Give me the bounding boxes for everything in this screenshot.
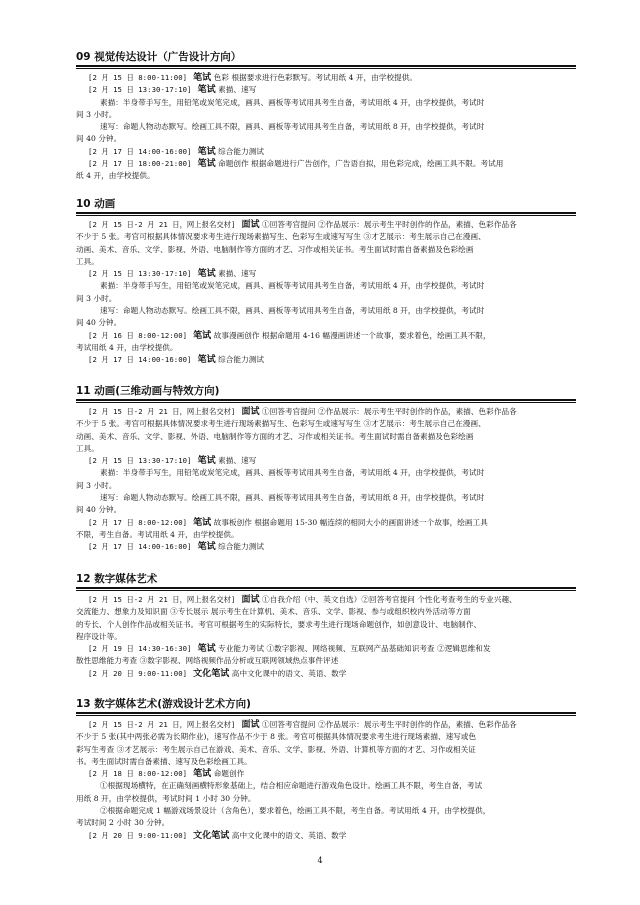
section-title: 09 视觉传达设计（广告设计方向） — [76, 51, 242, 63]
schedule-line: [2 月 15 日 8:00-11:00] 笔试 色彩 根据要求进行色彩默写。考试用纸 4 开，由学校提供。 — [88, 73, 418, 83]
detail-line: 交流能力、想象力及知识面 ③专长展示 展示考生在计算机、美术、音乐、文学、影视、参与或组织校内外活动等方面 — [76, 607, 471, 617]
detail-line: 考试时间 2 小时 30 分钟。 — [76, 818, 170, 828]
schedule-line: [2 月 17 日 14:00-16:00] 笔试 综合能力测试 — [88, 542, 265, 553]
detail-line: 间 3 小时。 — [76, 293, 117, 303]
title-rule — [76, 65, 576, 67]
title-rule — [76, 587, 576, 589]
section-title: 10 动画 — [76, 198, 116, 210]
schedule-line: [2 月 15 日-2 月 21 日，网上报名交材] 面试 ①回答考官提问 ②作品展示：展示考生平时创作的作品，素描、色彩作品各 — [88, 407, 517, 417]
detail-line: 纸 4 开，由学校提供。 — [76, 171, 155, 181]
schedule-line: [2 月 20 日 9:00-11:00] 文化笔试 高中文化课中的语文、英语、数学 — [88, 830, 347, 841]
schedule-line: [2 月 15 日-2 月 21 日，网上报名交材] 面试 ①回答考官提问 ②作品展示：展示考生平时创作的作品，素描、色彩作品各 — [88, 720, 517, 730]
section-title: 12 数字媒体艺术 — [76, 573, 158, 585]
detail-line: 的专长、个人创作作品或相关证书。考官可根据考生的实际特长，要求考生进行现场命题创作，如创意设计、电脑制作、 — [76, 619, 482, 629]
section-title: 11 动画(三维动画与特效方向) — [76, 385, 220, 397]
detail-line: 彩写生考查 ③才艺展示：考生展示自己在游戏、美术、音乐、文学、影视、外语、计算机等方面的才艺、习作或相关证 — [76, 744, 476, 754]
detail-line: 动画、美术、音乐、文学、影视、外语、电脑制作等方面的才艺、习作或相关证书。考生面试时需自备素描及色彩绘画 — [76, 431, 474, 441]
section-11 — [76, 384, 576, 554]
detail-line: 速写：命题人物动态默写。绘画工具不限，画具、画板等考试用具考生自备，考试用纸 8 开，由学校提供，考试时 — [100, 306, 485, 316]
detail-line: 素描：半身带手写生，用铅笔或炭笔完成，画具、画板等考试用具考生自备，考试用纸 4 开，由学校提供，考试时 — [100, 97, 485, 107]
detail-line: 间 40 分钟。 — [76, 134, 122, 144]
title-rule — [76, 590, 576, 591]
schedule-line: [2 月 17 日 18:00-21:00] 笔试 命题创作 根据命题进行广告创作，广告语自拟，用色彩完成，绘画工具不限。考试用 — [88, 159, 504, 170]
detail-line: 间 3 小时。 — [76, 480, 117, 490]
schedule-line: [2 月 15 日-2 月 21 日，网上报名交材] 面试 ①回答考官提问 ②作品展示：展示考生平时创作的作品，素描、色彩作品各 — [88, 220, 517, 230]
detail-line: ①根据现场横特，在正确刻画横特形象基础上，结合相应命题进行游戏角色设计。绘画工具不限，考生自备，考试 — [100, 781, 483, 791]
schedule-line: [2 月 19 日 14:30-16:30] 笔试 专业能力考试 ①数字影视、网络视频、互联网产品基础知识考查 ②逻辑思维和发 — [88, 644, 491, 655]
detail-line: ②根据命题完成 1 幅游戏场景设计（含角色），要求着色，绘画工具不限，考生自备。考试用纸 4 开，由学校提供， — [100, 806, 491, 816]
schedule-line: [2 月 18 日 8:00-12:00] 笔试 命题创作 — [88, 769, 245, 780]
title-rule — [76, 715, 576, 716]
schedule-line: [2 月 16 日 8:00-12:00] 笔试 故事漫画创作 根据命题用 4-16 幅漫画讲述一个故事，要求着色，绘画工具不限， — [88, 330, 491, 341]
detail-line: 不少于 5 张。考官可根据具体情况要求考生进行现场素描写生、色彩写生或速写写生 ③才艺展示：考生展示自己在漫画、 — [76, 232, 486, 242]
section-13 — [76, 697, 576, 842]
schedule-line: [2 月 20 日 9:00-11:00] 文化笔试 高中文化课中的语文、英语、数学 — [88, 668, 347, 679]
title-rule — [76, 402, 576, 403]
schedule-line: [2 月 15 日 13:30-17:10] 笔试 素描、速写 — [88, 456, 257, 467]
detail-line: 动画、美术、音乐、文学、影视、外语、电脑制作等方面的才艺、习作或相关证书。考生面试时需自备素描及色彩绘画 — [76, 244, 474, 254]
title-rule — [76, 215, 576, 216]
title-rule — [76, 712, 576, 714]
detail-line: 间 40 分钟。 — [76, 505, 122, 515]
title-rule — [76, 68, 576, 69]
detail-line: 散性思维能力考查 ③数字影视、网络视频作品分析或互联网领域热点事件评述 — [76, 656, 339, 666]
section-title: 13 数字媒体艺术(游戏设计艺术方向) — [76, 698, 251, 710]
detail-line: 不少于 5 张(其中两张必需为长期作业)，速写作品不少于 8 张。考官可根据具体情况要求考生进行现场素描、速写或色 — [76, 732, 477, 742]
detail-line: 书。考生面试时需自备素描、速写及色彩绘画工具。 — [76, 756, 252, 766]
title-rule — [76, 399, 576, 401]
schedule-line: [2 月 15 日 13:30-17:10] 笔试 素描、速写 — [88, 85, 257, 96]
schedule-line: [2 月 15 日 13:30-17:10] 笔试 素描、速写 — [88, 269, 257, 280]
schedule-line: [2 月 17 日 14:00-16:00] 笔试 综合能力测试 — [88, 355, 265, 366]
detail-line: 间 3 小时。 — [76, 109, 117, 119]
detail-line: 工具。 — [76, 256, 99, 266]
detail-line: 素描：半身带手写生，用铅笔或炭笔完成，画具、画板等考试用具考生自备，考试用纸 4 开，由学校提供，考试时 — [100, 468, 485, 478]
detail-line: 用纸 8 开，由学校提供，考试时间 1 小时 30 分钟。 — [76, 793, 256, 803]
detail-line: 程序设计等。 — [76, 631, 122, 641]
schedule-line: [2 月 15 日-2 月 21 日，网上报名交材] 面试 ①自我介绍（中、英文自选）②回答考官提问 个性化考查考生的专业兴趣、 — [88, 595, 517, 605]
title-rule — [76, 212, 576, 214]
page-number: 4 — [317, 856, 323, 865]
detail-line: 不少于 5 张。考官可根据具体情况要求考生进行现场素描写生、色彩写生或速写写生 ③才艺展示：考生展示自己在漫画、 — [76, 419, 486, 429]
section-09 — [76, 50, 576, 183]
detail-line: 间 40 分钟。 — [76, 318, 122, 328]
detail-line: 速写：命题人物动态默写。绘画工具不限，画具、画板等考试用具考生自备，考试用纸 8 开，由学校提供，考试时 — [100, 493, 485, 503]
section-10 — [76, 197, 576, 367]
detail-line: 考试用纸 4 开，由学校提供。 — [76, 342, 178, 352]
section-12 — [76, 572, 576, 680]
detail-line: 素描：半身带手写生，用铅笔或炭笔完成，画具、画板等考试用具考生自备，考试用纸 4 开，由学校提供，考试时 — [100, 281, 485, 291]
detail-line: 工具。 — [76, 443, 99, 453]
detail-line: 不限，考生自备。考试用纸 4 开，由学校提供。 — [76, 529, 239, 539]
schedule-line: [2 月 17 日 14:00-16:00] 笔试 综合能力测试 — [88, 146, 265, 157]
detail-line: 速写：命题人物动态默写。绘画工具不限，画具、画板等考试用具考生自备，考试用纸 8 开，由学校提供，考试时 — [100, 122, 485, 132]
schedule-line: [2 月 17 日 8:00-12:00] 笔试 故事板创作 根据命题用 15-30 幅连续的相同大小的画面讲述一个故事，绘画工具 — [88, 517, 488, 528]
